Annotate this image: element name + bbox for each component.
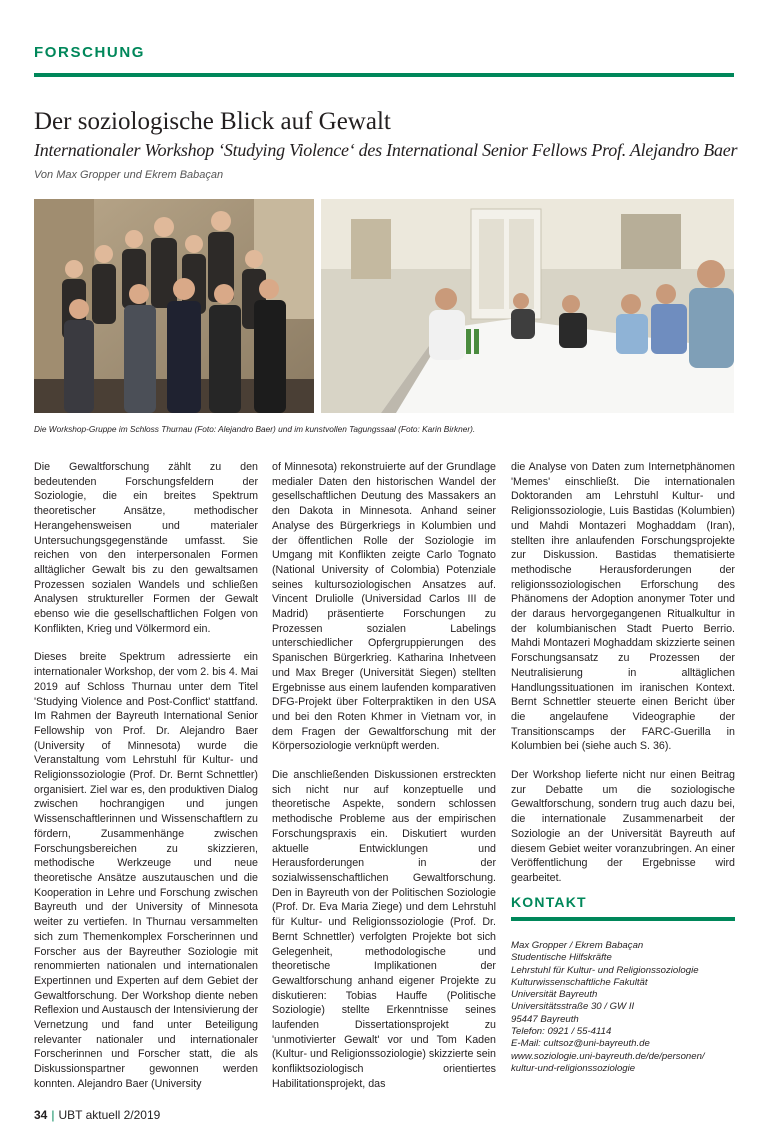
- contact-block: [511, 940, 735, 1075]
- byline: Von Max Gropper und Ekrem Babaçan: [34, 169, 224, 181]
- contact-street: Universitätsstraße 30 / GW II: [511, 1001, 635, 1013]
- paragraph: Die anschließenden Diskussionen erstreckten sich nicht nur auf konzeptuelle und theoretische Aspekte, sondern schlossen methodische Probleme aus der empirischen Forschungspraxis ein. Diskutiert wurden aktuelle Entwicklungen und Herausforderungen in der sozialwissenschaftlichen Gewaltforschung. Den in Bayreuth von der Politischen Soziologie (Prof. Dr. Eva Maria Ziege) und dem Lehrstuhl für Kultur- und Religionssoziologie (Prof. Dr. Bernt Schnettler) verfolgten Projekte bot sich Gelegenheit, methodologische und theoretische Implikationen der Gewaltforschung anhand eigener Projekte zu diskutieren: Tobias Hauffe (Politische Soziologie) stellte Erkenntnisse seines laufenden Dissertationsprojekt zu 'unmotivierter Gewalt' vor und Tom Kaden (Kultur- und Religionssoziologie) skizzierte sein konfliktsoziologisch orientiertes Habilitationsprojekt, das: [272, 769, 496, 1090]
- kontakt-heading: KONTAKT: [511, 894, 587, 910]
- contact-phone: Telefon: 0921 / 55-4114: [511, 1026, 612, 1038]
- paragraph: of Minnesota) rekonstruierte auf der Grundlage medialer Daten den historischen Wandel der gesellschaftlichen Deutung des Massakers an den Dakota in Minnesota. Anhand seiner Analyse des Bürgerkriegs in Kolumbien und der öffentlichen Rolle der Soziologie im Umgang mit Konflikten zeigte Carlo Tognato (National University of Colombia) Potenziale seines kultursoziologischen Ansatzes auf. Vincent Druliolle (Universidad Carlos III de Madrid) präsentierte Forschungen zu Prozessen sozialen Labelings unterschiedlicher Opfergruppierungen des Spanischen Bürgerkrieg. Katharina Inhetveen und Max Breger (Universität Siegen) stellten Ergebnisse aus einem laufenden komparativen DFG-Projekt über Folterpraktiken in den USA und bei den Roten Khmer in Vietnam vor, in dem Fragen der Gewaltforschung mit der Körpersoziologie verknüpft werden.: [272, 461, 496, 753]
- contact-role: Studentische Hilfskräfte: [511, 952, 612, 964]
- text-column-1: [34, 460, 258, 1106]
- paragraph: Der Workshop lieferte nicht nur einen Beitrag zur Debatte um die soziologische Gewaltforschung, sondern trug auch dazu bei, die internationale Zusammenarbeit der Soziologie an der Universität Bayreuth auf diesem Gebiet weiter voranzubringen. An einer Veröffentlichung der Ergebnisse wird gearbeitet.: [511, 769, 735, 884]
- page-footer: [34, 1108, 160, 1122]
- paragraph: Die Gewaltforschung zählt zu den bedeutenden Forschungsfeldern der Soziologie, die ein breites Spektrum theoretischer Ansätze, methodischer Herangehensweisen und materialer Untersuchungsgegenstände umfasst. Sie reichen von den interpersonalen Formen alltäglicher Gewalt bis zu den gewaltsamen Prozessen sozialen Wandels und schließen Analysen struktureller Formen der Gewalt ebenso wie die gesellschaftlichen Folgen von Konflikten, Krieg und Völkermord ein.: [34, 461, 258, 635]
- page-number: 34: [34, 1108, 48, 1122]
- section-label: FORSCHUNG: [34, 44, 146, 61]
- contact-name: Max Gropper / Ekrem Babaçan: [511, 940, 644, 951]
- article-subtitle: Internationaler Workshop ‘Studying Violence‘ des International Senior Fellows Prof. Alejandro Baer: [34, 140, 738, 160]
- contact-website[interactable]: www.soziologie.uni-bayreuth.de/de/personen/: [511, 1050, 705, 1062]
- photo-caption: Die Workshop-Gruppe im Schloss Thurnau (Foto: Alejandro Baer) und im kunstvollen Tagungssaal (Foto: Karin Birkner).: [34, 424, 476, 434]
- contact-chair: Lehrstuhl für Kultur- und Religionssoziologie: [511, 964, 699, 976]
- kontakt-rule: [511, 917, 735, 921]
- paragraph: die Analyse von Daten zum Internetphänomen 'Memes' einschließt. Die internationalen Doktoranden am Lehrstuhl Kultur- und Religionssoziologie, Luis Bastidas (Kolumbien) und Mahdi Montazeri Moghaddam (Iran), stellten ihre anlaufenden Forschungsprojekte zur Diskussion. Bastidas thematisierte methodische Herausforderungen der religionssoziologischen Erforschung des Phänomens der Adoption anonymer Toter und der daraus hervorgegangenen Ritualkultur in der kolumbianischen Stadt Puerto Berrio. Mahdi Montazeri Moghaddam skizzierte seinen Forschungsansatz zu Prozessen der Neutralisierung in alltäglichen Handlungssituationen im iranischen Kontext. Bernt Schnettler steuerte einen Bericht über die angelaufene Videographie der Transitionscamps der FARC-Guerilla in Kolumbien bei (siehe auch S. 36).: [511, 461, 735, 753]
- text-column-3: [511, 460, 735, 900]
- footer-separator: |: [51, 1108, 55, 1122]
- article-title: Der soziologische Blick auf Gewalt: [34, 108, 391, 135]
- contact-website-cont[interactable]: kultur-und-religionssoziologie: [511, 1062, 636, 1074]
- contact-faculty: Kulturwissenschaftliche Fakultät: [511, 976, 648, 988]
- text-column-2: [272, 460, 496, 1106]
- section-rule: [34, 73, 734, 77]
- contact-university: Universität Bayreuth: [511, 989, 598, 1001]
- paragraph: Dieses breite Spektrum adressierte ein internationaler Workshop, der vom 2. bis 4. Mai 2019 auf Schloss Thurnau unter dem Titel 'Studying Violence and Post-Conflict' stattfand. Im Rahmen der Bayreuth International Senior Fellowship von Prof. Dr. Alejandro Baer (University of Minnesota) wurde die Veranstaltung vom Lehrstuhl für Kultur- und Religionssoziologie (Prof. Dr. Bernt Schnettler) organisiert. Ziel war es, den produktiven Dialog zwischen hochrangigen und jungen Wissenschaftlerinnen und Wissenschaftlern zu fördern, Zusammenhänge zwischen Forschungsbereichen zu skizzieren, methodische Werkzeuge und neue theoretische Ansätze auszutauschen und die Kooperation in Lehre und Forschung zwischen Bayreuth und der University of Minnesota weiter zu vertiefen. In Thurnau versammelten sich zum Themenkomplex Forscherinnen und Forscher aus der Bayreuther Soziologie mit renommierten nationalen und internationalen Expertinnen und Experten auf dem Gebiet der Gewaltforschung. Der Workshop diente neben Reflexion und Austausch der Intensivierung der Vernetzung und fand unter Beteiligung relevanter nationaler und internationaler Forscherinnen und Forscher statt, die als Diskussionspartner gewonnen werden konnten. Alejandro Baer (University: [34, 651, 258, 1090]
- publication-name: UBT aktuell 2/2019: [58, 1108, 161, 1122]
- conference-photo: [321, 199, 734, 413]
- group-photo: [34, 199, 314, 413]
- contact-email[interactable]: E-Mail: cultsoz@uni-bayreuth.de: [511, 1038, 650, 1050]
- contact-city: 95447 Bayreuth: [511, 1013, 579, 1025]
